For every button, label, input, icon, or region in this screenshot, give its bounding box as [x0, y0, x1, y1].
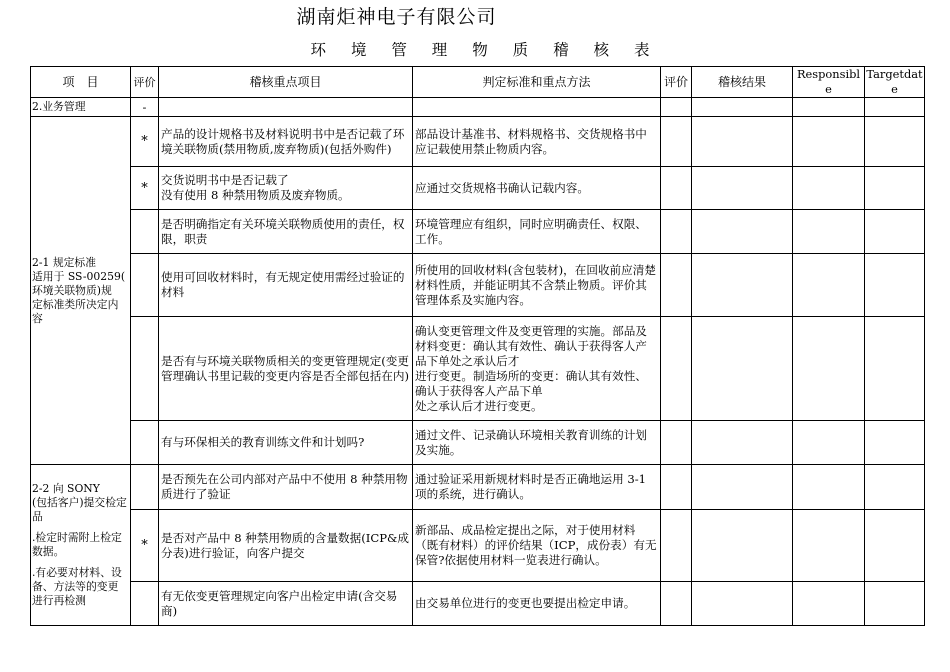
header-rating-short: 评价	[131, 67, 159, 98]
header-responsible: Responsible	[793, 67, 865, 98]
row-key-item: 产品的设计规格书及材料说明书中是否记载了环境关联物质(禁用物质,废弃物质)(包括外购件)	[159, 117, 413, 167]
row-mark	[131, 582, 159, 626]
row-mark: *	[131, 510, 159, 582]
row-criteria: 环境管理应有组织，同时应明确责任、权限、工作。	[413, 210, 661, 254]
row-mark	[131, 421, 159, 465]
group-label-2-2: 2-2 向 SONY (包括客户)提交检定品 .检定时需附上检定数据。 .有必要对材料、设备、方法等的变更进行再检测	[31, 465, 131, 626]
section-label: 2.业务管理	[31, 98, 131, 117]
section-row	[31, 98, 925, 117]
row-key-item: 是否对产品中 8 种禁用物质的含量数据(ICP&成分表)进行验证，向客户提交	[159, 510, 413, 582]
table-row	[31, 421, 925, 465]
audit-table	[30, 66, 925, 626]
row-criteria: 新部品、成品检定提出之际，对于使用材料（既有材料）的评价结果（ICP，成份表）有无保管?依据使用材料一览表进行确认。	[413, 510, 661, 582]
header-key-items: 稽核重点项目	[159, 67, 413, 98]
row-key-item: 有无依变更管理规定向客户出检定申请(含交易商)	[159, 582, 413, 626]
document-title: 环 境 管 理 物 质 稽 核 表	[310, 41, 660, 59]
header-target-date: Targetdate	[866, 67, 923, 96]
row-criteria: 确认变更管理文件及变更管理的实施。部品及材料变更：确认其有效性、确认于获得客人产品下单处之承认后才 进行变更。制造场所的变更：确认其有效性、确认于获得客人产品下单 处之承认后才进行变更。	[413, 317, 661, 421]
row-key-item: 有与环保相关的教育训练文件和计划吗?	[159, 421, 413, 465]
row-mark	[131, 465, 159, 510]
row-mark: *	[131, 167, 159, 210]
row-criteria: 由交易单位进行的变更也要提出检定申请。	[413, 582, 661, 626]
header-criteria: 判定标准和重点方法	[413, 67, 661, 98]
table-row	[31, 167, 925, 210]
row-criteria: 通过验证采用新规材料时是否正确地运用 3-1 项的系统，进行确认。	[413, 465, 661, 510]
table-row	[31, 254, 925, 317]
row-mark	[131, 317, 159, 421]
row-criteria: 所使用的回收材料(含包装材)，在回收前应清楚材料性质，并能证明其不含禁止物质。评价其管理体系及实施内容。	[413, 254, 661, 317]
table-row	[31, 465, 925, 510]
company-name: 湖南炬神电子有限公司	[296, 6, 497, 28]
header-result: 稽核结果	[692, 67, 793, 98]
table-row	[31, 210, 925, 254]
table-row	[31, 582, 925, 626]
row-criteria: 部品设计基准书、材料规格书、交货规格书中应记载使用禁止物质内容。	[413, 117, 661, 167]
header-rating: 评价	[661, 67, 692, 98]
row-key-item: 使用可回收材料时，有无规定使用需经过验证的材料	[159, 254, 413, 317]
table-row	[31, 510, 925, 582]
row-key-item: 是否预先在公司内部对产品中不使用 8 种禁用物质进行了验证	[159, 465, 413, 510]
row-mark	[131, 254, 159, 317]
header-row	[31, 67, 925, 98]
row-criteria: 通过文件、记录确认环境相关教育训练的计划及实施。	[413, 421, 661, 465]
header-item: 项 目	[31, 67, 131, 98]
row-mark	[131, 210, 159, 254]
row-mark: *	[131, 117, 159, 167]
table-row	[31, 317, 925, 421]
row-key-item: 交货说明书中是否记载了 没有使用 8 种禁用物质及废弃物质。	[159, 167, 413, 210]
group-label-2-1: 2-1 规定标准 适用于 SS-00259( 环境关联物质)规 定标准类所决定内 容	[31, 117, 131, 465]
row-criteria: 应通过交货规格书确认记载内容。	[413, 167, 661, 210]
section-mark: -	[131, 98, 159, 117]
row-key-item: 是否明确指定有关环境关联物质使用的责任，权限，职责	[159, 210, 413, 254]
row-key-item: 是否有与环境关联物质相关的变更管理规定(变更管理确认书里记载的变更内容是否全部包括在内)	[159, 317, 413, 421]
table-row	[31, 117, 925, 167]
